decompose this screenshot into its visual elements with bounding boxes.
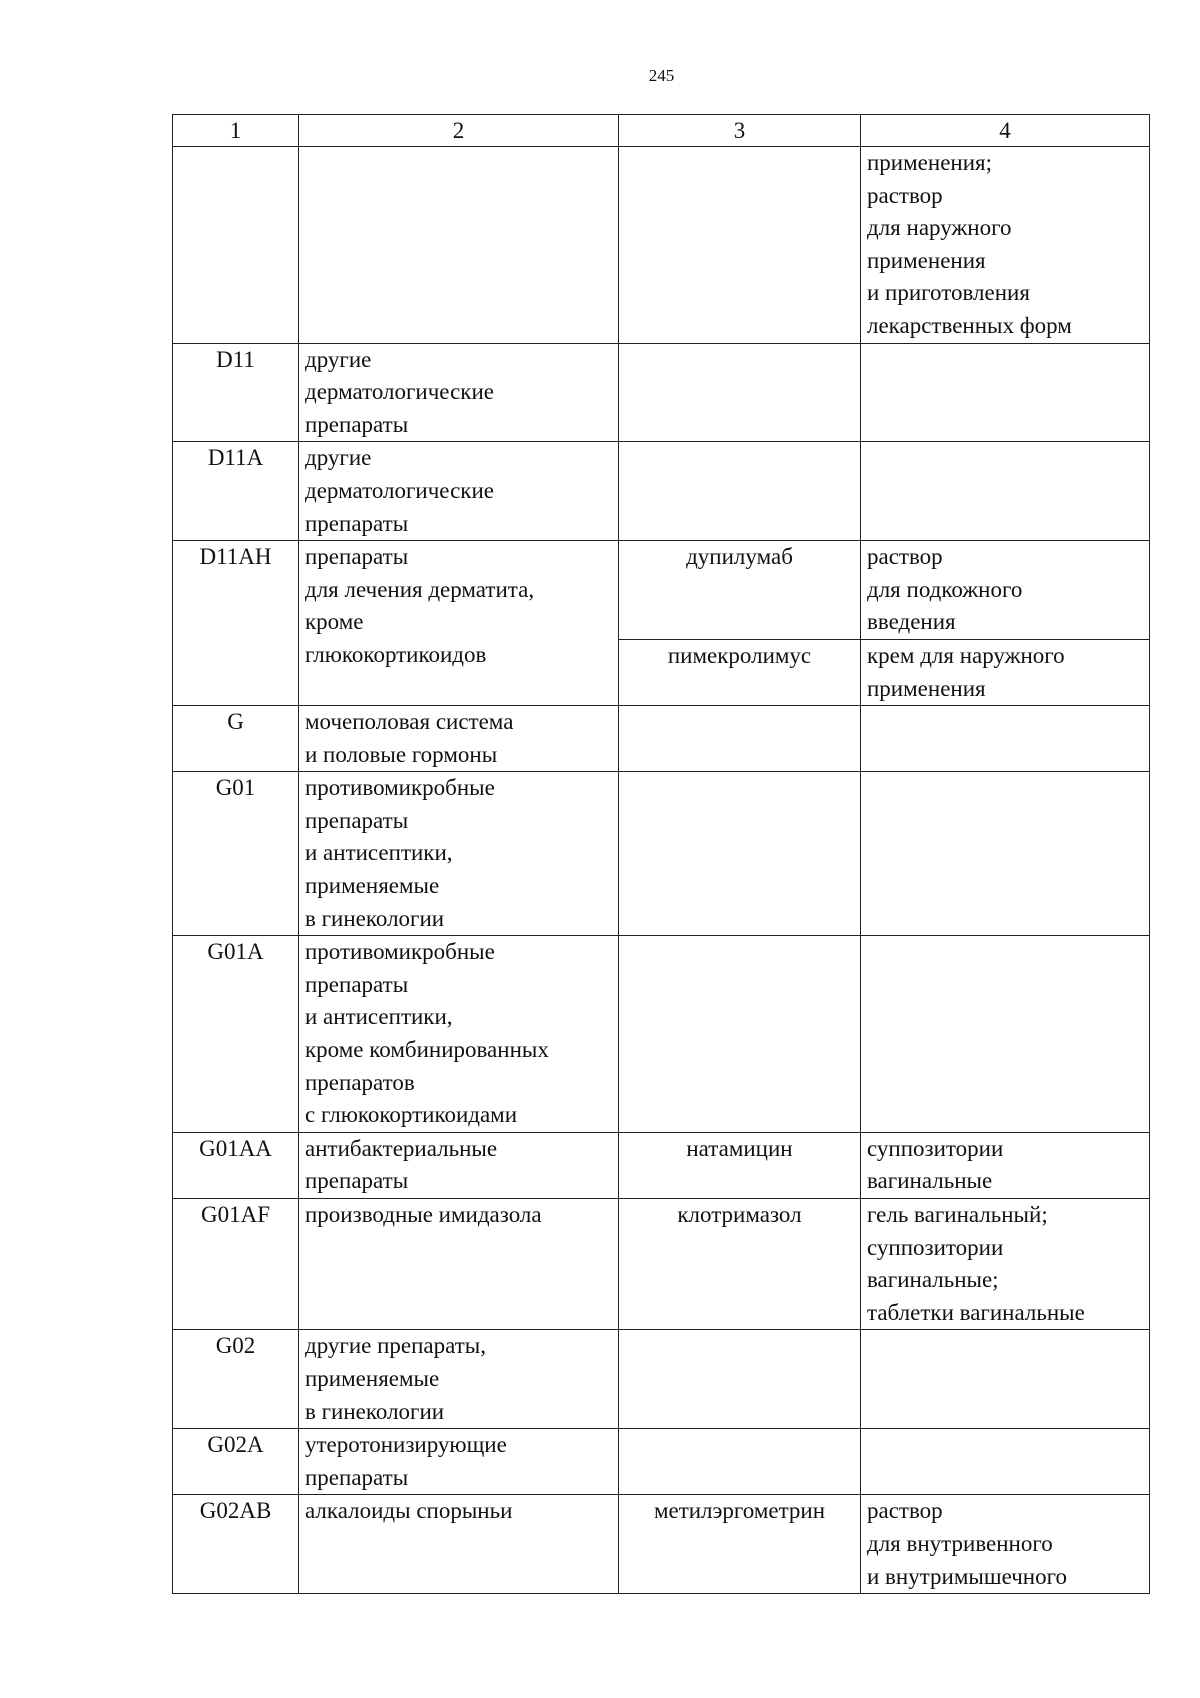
dosage-form-cell-line: применения; [867, 150, 992, 175]
group-name-cell-line: препараты [305, 1168, 409, 1194]
drug-name-cell [619, 706, 861, 772]
dosage-form-cell [861, 1132, 1150, 1198]
drug-name-cell [619, 147, 861, 344]
dosage-form-cell-line: для наружного [867, 215, 1012, 241]
group-name-cell-line: препараты [305, 971, 409, 997]
dosage-form-cell [861, 706, 1150, 772]
dosage-form-cell [861, 936, 1150, 1133]
table-header-row [173, 115, 1150, 147]
dosage-form-cell [861, 1495, 1150, 1594]
table-row [173, 1330, 1150, 1429]
table-row [173, 1429, 1150, 1495]
group-name-cell [299, 343, 619, 442]
group-name-cell-line: в гинекологии [305, 1398, 445, 1424]
group-name-cell-line: препараты [305, 807, 409, 833]
atc-code-cell: G01AA [173, 1132, 299, 1198]
dosage-form-cell-line: гель вагинальный; [867, 1202, 1048, 1227]
group-name-cell [299, 1199, 619, 1330]
group-name-cell [299, 541, 619, 706]
column-header: 3 [619, 115, 861, 147]
dosage-form-cell [861, 1199, 1150, 1330]
group-name-cell-line: препараты [305, 1464, 409, 1490]
dosage-form-cell [861, 639, 1150, 705]
dosage-form-cell-line: раствор [867, 1498, 943, 1524]
group-name-cell-line: мочеполовая система [305, 709, 514, 735]
drug-name-cell: пимекролимус [619, 639, 861, 705]
atc-code-cell: G01A [173, 936, 299, 1133]
atc-code-cell: D11A [173, 442, 299, 541]
group-name-cell-line: и половые гормоны [305, 741, 498, 767]
group-name-cell-line: производные имидазола [305, 1202, 542, 1227]
table-row [173, 343, 1150, 442]
dosage-form-cell-line: таблетки вагинальные [867, 1299, 1085, 1325]
group-name-cell [299, 1495, 619, 1594]
group-name-cell [299, 442, 619, 541]
dosage-form-cell-line: крем для наружного [867, 642, 1065, 668]
drug-name-cell [619, 936, 861, 1133]
dosage-form-cell-line: применения [867, 675, 986, 701]
drug-name-cell [619, 1429, 861, 1495]
dosage-form-cell-line: и приготовления [867, 280, 1030, 306]
dosage-form-cell-line: суппозитории [867, 1234, 1004, 1260]
group-name-cell [299, 147, 619, 344]
drug-name-cell [619, 343, 861, 442]
dosage-form-cell-line: вагинальные; [867, 1267, 999, 1293]
group-name-cell [299, 706, 619, 772]
dosage-form-cell-line: лекарственных форм [867, 312, 1072, 338]
group-name-cell-line: утеротонизирующие [305, 1432, 507, 1458]
drug-name-cell [619, 442, 861, 541]
dosage-form-cell [861, 343, 1150, 442]
dosage-form-cell-line: суппозитории [867, 1135, 1004, 1161]
table-row [173, 936, 1150, 1133]
atc-code-cell: G [173, 706, 299, 772]
drug-name-cell [619, 1330, 861, 1429]
dosage-form-cell-line: раствор [867, 182, 943, 208]
group-name-cell-line: алкалоиды спорыньи [305, 1498, 513, 1524]
drug-name-cell: дупилумаб [619, 541, 861, 640]
group-name-cell-line: противомикробные [305, 939, 495, 965]
group-name-cell-line: препараты [305, 411, 409, 437]
drug-name-cell: метилэргометрин [619, 1495, 861, 1594]
column-header: 2 [299, 115, 619, 147]
group-name-cell-line: дерматологические [305, 477, 494, 503]
column-header: 1 [173, 115, 299, 147]
atc-code-cell: D11 [173, 343, 299, 442]
group-name-cell-line: и антисептики, [305, 840, 453, 866]
table-row [173, 147, 1150, 344]
dosage-form-cell [861, 541, 1150, 640]
group-name-cell-line: в гинекологии [305, 905, 445, 931]
table-row [173, 1495, 1150, 1594]
group-name-cell-line: препараты [305, 544, 409, 570]
dosage-form-cell-line: для внутривенного [867, 1530, 1053, 1556]
table-row [173, 1199, 1150, 1330]
atc-code-cell: G02AB [173, 1495, 299, 1594]
group-name-cell [299, 1132, 619, 1198]
atc-code-cell [173, 147, 299, 344]
dosage-form-cell-line: применения [867, 247, 986, 273]
drug-table [172, 114, 1150, 1594]
dosage-form-cell-line: вагинальные [867, 1168, 993, 1194]
group-name-cell-line: дерматологические [305, 379, 494, 405]
group-name-cell-line: другие [305, 445, 372, 471]
group-name-cell-line: глюкокортикоидов [305, 641, 487, 667]
group-name-cell-line: препаратов [305, 1069, 415, 1095]
atc-code-cell: D11AH [173, 541, 299, 706]
table-row [173, 706, 1150, 772]
atc-code-cell: G02A [173, 1429, 299, 1495]
group-name-cell-line: с глюкокортикоидами [305, 1102, 518, 1128]
dosage-form-cell-line: и внутримышечного [867, 1563, 1067, 1589]
group-name-cell-line: и антисептики, [305, 1004, 453, 1030]
table-row [173, 1132, 1150, 1198]
dosage-form-cell [861, 442, 1150, 541]
drug-name-cell [619, 772, 861, 936]
drug-name-cell: натамицин [619, 1132, 861, 1198]
group-name-cell-line: для лечения дерматита, [305, 576, 535, 602]
group-name-cell-line: другие препараты, [305, 1333, 487, 1359]
group-name-cell-line: противомикробные [305, 775, 495, 801]
dosage-form-cell-line: раствор [867, 544, 943, 570]
group-name-cell [299, 936, 619, 1133]
drug-name-cell: клотримазол [619, 1199, 861, 1330]
dosage-form-cell-line: для подкожного [867, 576, 1023, 602]
group-name-cell-line: применяемые [305, 1365, 440, 1391]
group-name-cell-line: применяемые [305, 873, 440, 899]
group-name-cell-line: другие [305, 346, 372, 372]
atc-code-cell: G02 [173, 1330, 299, 1429]
page-number: 245 [648, 66, 675, 85]
group-name-cell-line: кроме комбинированных [305, 1037, 549, 1063]
group-name-cell [299, 1330, 619, 1429]
table-row [173, 772, 1150, 936]
dosage-form-cell [861, 772, 1150, 936]
dosage-form-cell [861, 1330, 1150, 1429]
atc-code-cell: G01 [173, 772, 299, 936]
table-row [173, 442, 1150, 541]
group-name-cell-line: кроме [305, 609, 364, 635]
atc-code-cell: G01AF [173, 1199, 299, 1330]
group-name-cell-line: препараты [305, 510, 409, 536]
dosage-form-cell [861, 1429, 1150, 1495]
group-name-cell [299, 1429, 619, 1495]
table-row [173, 541, 1150, 640]
column-header: 4 [861, 115, 1150, 147]
group-name-cell [299, 772, 619, 936]
dosage-form-cell-line: введения [867, 609, 956, 635]
dosage-form-cell [861, 147, 1150, 344]
group-name-cell-line: антибактериальные [305, 1135, 498, 1161]
